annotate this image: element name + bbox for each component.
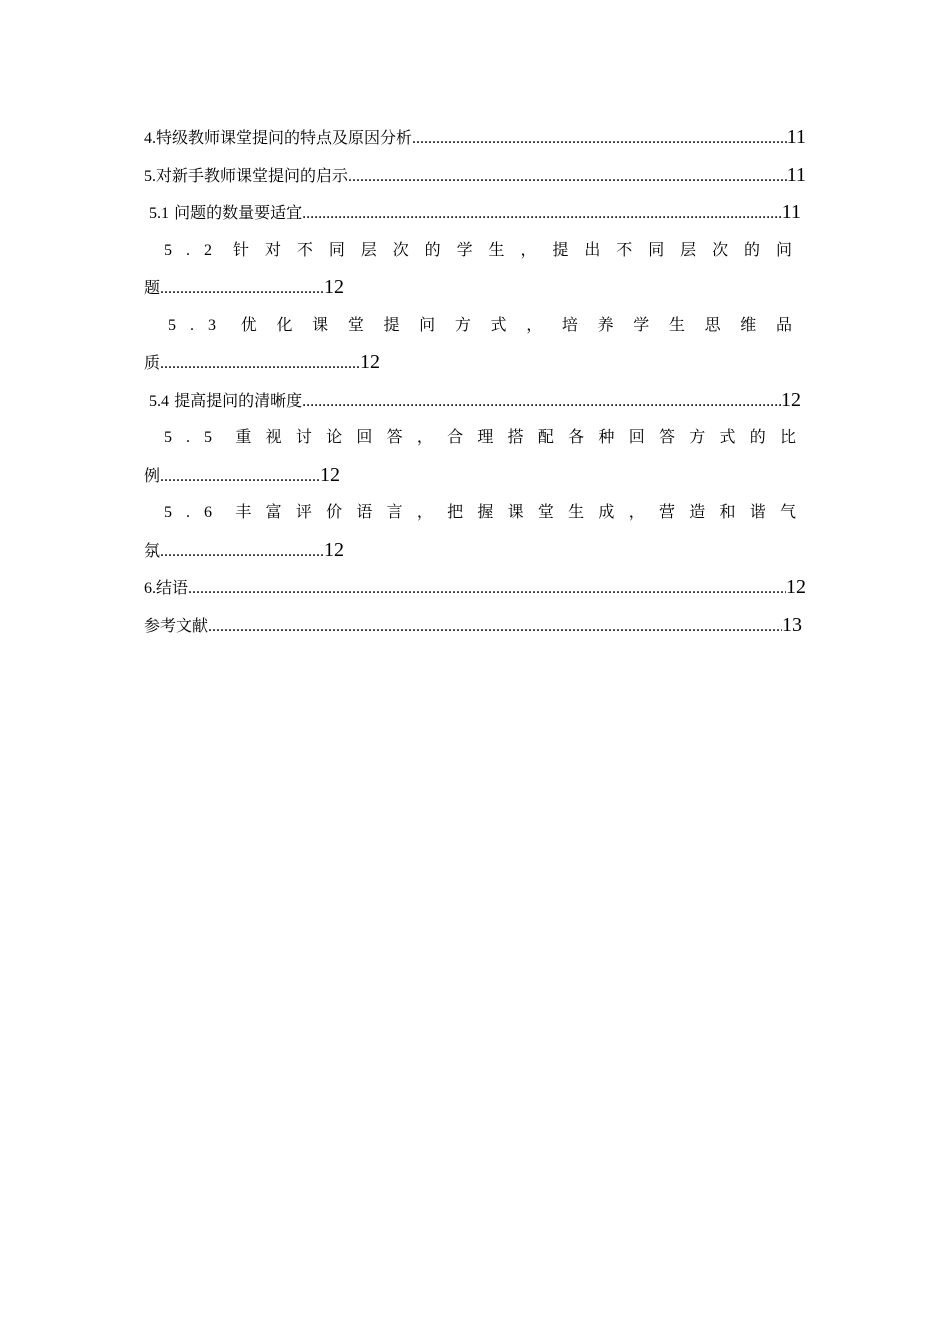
toc-entry-5-6[interactable] (144, 499, 806, 574)
toc-page-number: 12 (781, 388, 801, 411)
toc-entry-line-2: 氛 ......................................... 12 (144, 537, 806, 575)
toc-entry-line-2: 题 ......................................... 12 (144, 274, 806, 312)
toc-page-number: 13 (782, 613, 802, 636)
toc-entry-6[interactable] (144, 574, 806, 612)
toc-entry-label: 5.对新手教师课堂提问的启示 (144, 165, 349, 185)
toc-entry-line-2: 例 ........................................ 12 (144, 462, 806, 500)
toc-entry-references[interactable] (144, 612, 802, 650)
toc-entry-label: 5.1 问题的数量要适宜 (149, 203, 303, 222)
toc-dot-leader: .................................................. (160, 355, 361, 372)
toc-dot-leader (208, 614, 782, 640)
toc-dot-leader (188, 576, 786, 602)
toc-entry-line-2: 质 .................................................. 12 (144, 349, 806, 387)
toc-page-number: 11 (781, 201, 801, 223)
toc-entry-5-2[interactable] (144, 237, 806, 312)
toc-entry-line-1: 5.3 优化课堂提问方式，培养学生思维品 (168, 314, 806, 334)
toc-dot-leader: ......................................... (160, 280, 325, 297)
toc-dot-leader (412, 126, 787, 152)
toc-entry-line-1: 5.2 针对不同层次的学生，提出不同层次的问 (164, 239, 806, 259)
toc-entry-label: 6.结语 (144, 578, 189, 597)
toc-page-number: 12 (324, 538, 345, 561)
toc-entry-5-3[interactable] (144, 312, 806, 387)
toc-page-number: 12 (786, 576, 806, 598)
table-of-contents (144, 124, 806, 649)
toc-entry-label: 5.4 提高提问的清晰度 (149, 390, 303, 410)
toc-dot-leader: ......................................... (160, 542, 325, 560)
toc-page-number: 12 (324, 276, 345, 298)
toc-entry-5-1[interactable] (144, 199, 801, 237)
toc-page-number: 12 (320, 463, 341, 486)
toc-entry-label: 4.特级教师课堂提问的特点及原因分析 (144, 128, 413, 147)
toc-page-number: 12 (360, 351, 381, 373)
toc-entry-5-5[interactable] (144, 424, 806, 499)
toc-entry-5-4[interactable] (144, 387, 801, 425)
toc-entry-line-1: 5.6 丰富评价语言，把握课堂生成，营造和谐气 (164, 502, 806, 521)
toc-entry-label: 参考文献 (144, 615, 209, 635)
toc-entry-4[interactable] (144, 124, 806, 162)
toc-dot-leader (348, 164, 787, 190)
toc-dot-leader: ........................................ (160, 467, 321, 485)
toc-entry-line-1: 5.5 重视讨论回答，合理搭配各种回答方式的比 (164, 427, 806, 446)
toc-entry-5[interactable] (144, 162, 806, 200)
toc-page-number: 11 (786, 126, 806, 148)
toc-page-number: 11 (786, 163, 806, 186)
toc-dot-leader (302, 201, 782, 227)
toc-dot-leader (302, 389, 781, 415)
